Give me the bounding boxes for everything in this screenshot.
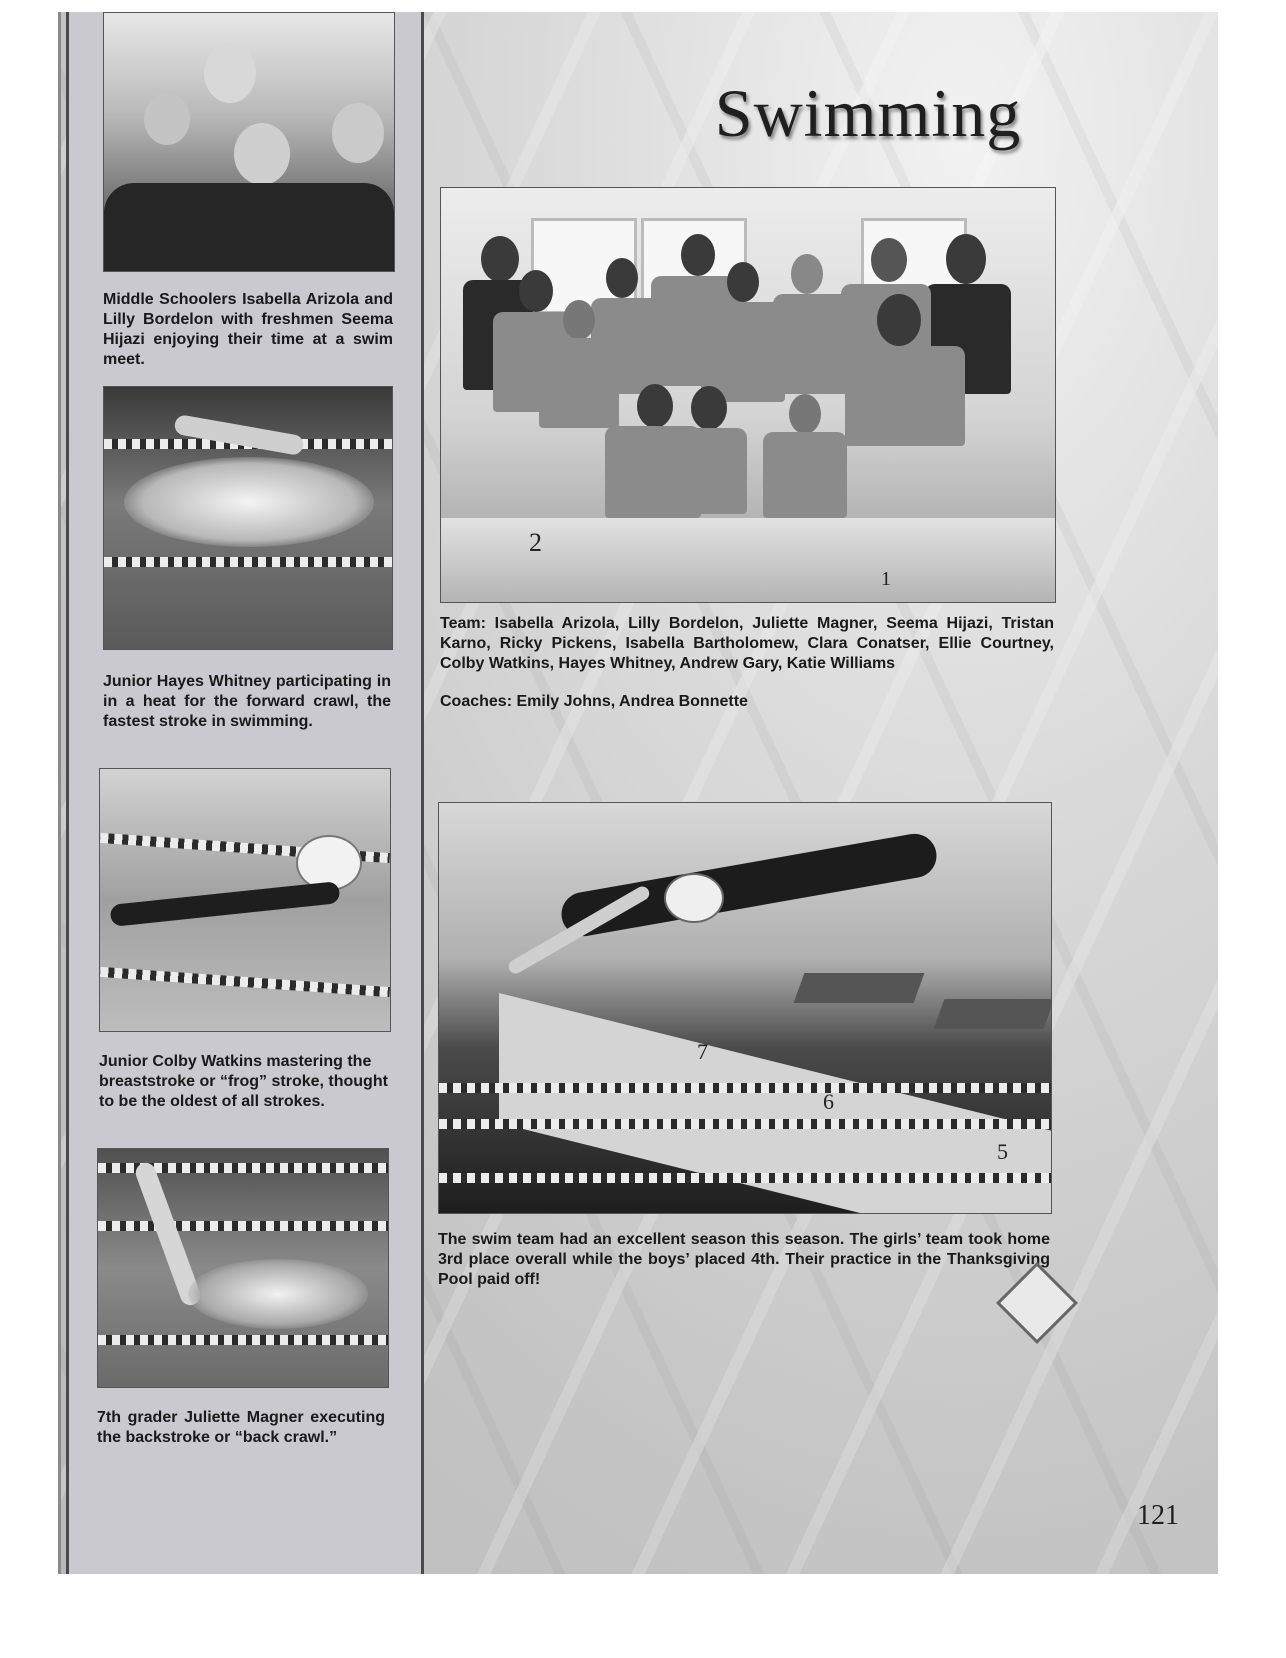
photo-juliette-backstroke xyxy=(97,1148,389,1388)
team-member-head xyxy=(606,258,638,298)
outer-rule xyxy=(58,12,61,1574)
team-member-shirt xyxy=(677,428,747,514)
lane-rope xyxy=(98,1221,388,1231)
team-member-head xyxy=(563,300,595,340)
splash xyxy=(188,1259,368,1329)
lane-rope xyxy=(439,1083,1051,1093)
caption-season: The swim team had an excellent season this season. The girls’ team took home 3rd place overall while the boys’ placed 4th. Their practice in the Thanksgiving Pool paid off! xyxy=(438,1231,1050,1288)
team-member-head xyxy=(681,234,715,276)
page-title: Swimming xyxy=(714,75,1022,151)
swimmer-arm xyxy=(109,881,340,927)
photo-team xyxy=(440,187,1056,603)
team-member-shirt xyxy=(539,338,619,428)
caption-middle-schoolers: Middle Schoolers Isabella Arizola and Lilly Bordelon with freshmen Seema Hijazi enjoying their time at a swim meet. xyxy=(103,291,393,368)
team-member-head xyxy=(877,294,921,346)
swim-cap xyxy=(664,873,724,923)
lane-rope xyxy=(439,1119,1051,1129)
team-member-head xyxy=(519,270,553,312)
team-member-head xyxy=(789,394,821,434)
lane-number: 1 xyxy=(881,568,891,590)
starting-block xyxy=(794,973,925,1003)
swimmer-arm xyxy=(173,414,304,456)
sidebar xyxy=(66,12,424,1574)
photo-colby-breaststroke xyxy=(99,768,391,1032)
swimmer-head xyxy=(144,93,190,145)
caption-hayes: Junior Hayes Whitney participating in in a heat for the forward crawl, the fastest stroke in swimming. xyxy=(103,673,391,730)
lane-number: 6 xyxy=(823,1089,834,1114)
swimmer-head xyxy=(234,123,290,185)
yearbook-page xyxy=(58,12,1218,1574)
starting-block xyxy=(934,999,1052,1029)
team-member-shirt xyxy=(845,346,965,446)
team-member-shirt xyxy=(773,294,851,394)
lane-number: 5 xyxy=(997,1139,1008,1164)
swimmer-head xyxy=(204,43,256,103)
swimsuit xyxy=(104,183,394,271)
photo-diving-start xyxy=(438,802,1052,1214)
team-member-head xyxy=(481,236,519,282)
team-member-head xyxy=(727,262,759,302)
splash xyxy=(124,457,374,547)
swimmer-head xyxy=(332,103,384,163)
page-number: 121 xyxy=(1137,1500,1179,1531)
diver-body xyxy=(558,830,940,939)
photo-middle-schoolers xyxy=(103,12,395,272)
lane-rope xyxy=(439,1173,1051,1183)
caption-juliette: 7th grader Juliette Magner executing the backstroke or “back crawl.” xyxy=(97,1409,385,1446)
lane-rope xyxy=(98,1335,388,1345)
lane-number: 7 xyxy=(697,1039,708,1064)
team-member-head xyxy=(791,254,823,294)
team-member-head xyxy=(871,238,907,282)
caption-colby: Junior Colby Watkins mastering the breaststroke or “frog” stroke, thought to be the oldest of all strokes. xyxy=(99,1053,388,1110)
caption-team: Team: Isabella Arizola, Lilly Bordelon, Juliette Magner, Seema Hijazi, Tristan Karno, Ricky Pickens, Isabella Bartholomew, Clara Conatser, Ellie Courtney, Colby Watkins, Hayes Whitney, Andrew Gary, Katie Williams xyxy=(440,615,1054,672)
team-member-head xyxy=(691,386,727,430)
lane-number: 2 xyxy=(529,528,542,557)
team-member-shirt xyxy=(763,432,847,518)
caption-coaches: Coaches: Emily Johns, Andrea Bonnette xyxy=(440,693,748,710)
team-member-head xyxy=(637,384,673,428)
lane-rope xyxy=(100,967,390,997)
photo-hayes-crawl xyxy=(103,386,393,650)
lane-rope xyxy=(104,557,392,567)
team-member-head xyxy=(946,234,986,284)
